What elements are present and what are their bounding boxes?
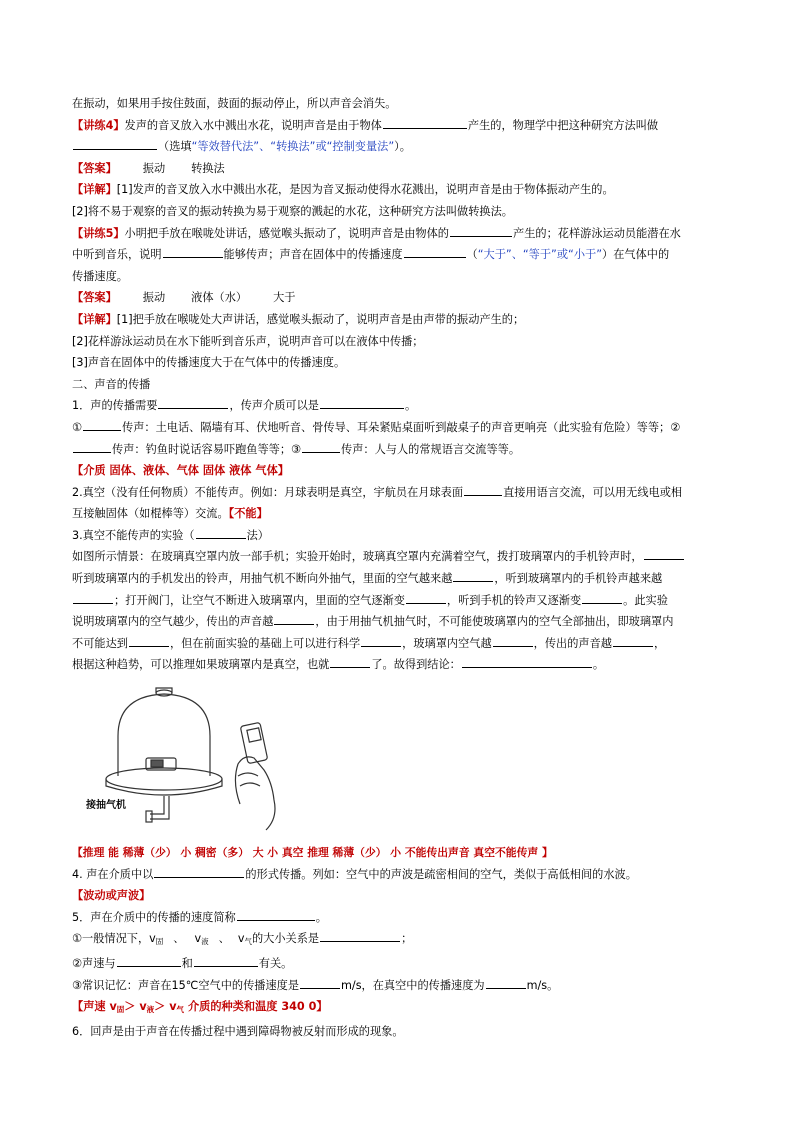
answer-line: 【声速 $v_固> v_液> v_气$ 介质的种类和温度 340 0】	[72, 1000, 328, 1015]
answer-blank[interactable]	[83, 418, 121, 431]
answer-blank[interactable]	[361, 634, 401, 647]
document-page: 在振动，如果用手按住鼓面，鼓面的振动停止，所以声音会消失。 【讲练4】发声的音叉放入水中溅出水花，说明声音是由于物体 产生的，物理学中把这种研究方法叫做 （选填“等效替代法”、“转换法”或“控制变量法”）。 【答案】 振动 转换法 【详解】[1]发声的音叉放入水中溅出水花，是因为音叉振动使得水花溅出，说明声音是由于物体振动产生的。 [2]将不易于观察的音叉的振动转换为易于观察的溅起的水花，这种研究方法叫做转换法。 【讲练5】小明把手放在喉咙处讲话，感觉喉头振动了，说明声音是由物体的 产生的；花样游泳运动员能潜在水 中听到音乐，说明 能够传声；声音在固体中的传播速度 （“大于”、“等于”或“小于”）在气体中的 传播速度。 【答案】 振动 液体（水） 大于 【详解】[1]把手放在喉咙处大声讲话，感觉喉头振动了，说明声音是由声带的振动产生的； [2]花样游泳运动员在水下能听到音乐声，说明声音可以在液体中传播； [3]声音在固体中的传播速度大于在气体中的传播速度。 二、声音的传播 1．声的传播需要 ，传声介质可以是 。 ① 传声：土电话、隔墙有耳、伏地听音、骨传导、耳朵紧贴桌面听到敲桌子的声音更响亮（此实验有危险）等等；② 传声：钓鱼时说话容易吓跑鱼等等；③ 传声：人与人的常规语言交流等等。 【介质 固体、液体、气体 固体 液体 气体】 2.真空（没有任何物质）不能传声。例如：月球表明是真空，宇航员在月球表面 直接用语言交流，可以用无线电或相 互接触固体（如棍棒等）交流。【不能】 3.真空不能传声的实验（ 法） 如图所示情景：在玻璃真空罩内放一部手机；实验开始时，玻璃真空罩内充满着空气，拨打玻璃罩内的手机铃声时， 听到玻璃罩内的手机发出的铃声，用抽气机不断向外抽气，里面的空气越来越 ，听到玻璃罩内的手机铃声越来越 ；打开阀门，让空气不断进入玻璃罩内，里面的空气逐渐变 ，听到手机的铃声又逐渐变 。此实验 说明玻璃罩内的空气越少，传出的声音越 ，由于用抽气机抽气时，不可能使玻璃罩内的空气全部抽出，即玻璃罩内 不可能达到 ，但在前面实验的基础上可以进行科学 ，玻璃罩内空气越 ，传出的声音越 ， 根据这种趋势，可以推理如果玻璃罩内是真空，也就 了。故得到结论： 。 接抽气机 【推理 能 稀薄（少） 小 稠密（多） 大 小 真空 推理 稀薄（少） 小 不能传出声音 真空不能传声 】 4. 声在介质中以 的形式传播。列如：空气中的声波是疏密相间的空气，类似于高低相间的水波。 【波动或声波】 5．声在介质中的传播的速度简称 。 ①一般情况下，$v_固$ 、 $v_液$ 、 $v_气$的大小关系是 ； ②声速与 和 有关。 ③常识记忆：声音在15℃空气中的传播速度是 m/s，在真空中的传播速度为 m/s。 【声速 $v_固> v_液> v_气$ 介质的种类和温度 340 0】 6．回声是由于声音在传播过程中遇到障碍物被反射而形成的现象。	[72, 93, 726, 1042]
exercise-tag: 【讲练4】	[72, 118, 125, 132]
answer-blank[interactable]	[274, 612, 314, 625]
text-line: 在振动，如果用手按住鼓面，鼓面的振动停止，所以声音会消失。	[72, 97, 397, 110]
bell-jar-illustration	[72, 684, 317, 836]
answer-line: 【介质 固体、液体、气体 固体 液体 气体】	[72, 464, 289, 478]
answer-blank[interactable]	[464, 483, 502, 496]
answer-blank[interactable]	[453, 569, 493, 582]
detail-line: 【详解】[1]发声的音叉放入水中溅出水花，是因为音叉振动使得水花溅出，说明声音是由于物体振动产生的。	[72, 183, 614, 197]
answer-blank[interactable]	[330, 655, 370, 668]
answer-blank[interactable]	[486, 976, 526, 989]
answer-blank[interactable]	[73, 137, 157, 150]
answer-blank[interactable]	[117, 954, 181, 967]
answer-line: 【推理 能 稀薄（少） 小 稠密（多） 大 小 真空 推理 稀薄（少） 小 不能传出声音 真空不能传声 】	[72, 846, 553, 860]
detail-line: 【详解】[1]把手放在喉咙处大声讲话，感觉喉头振动了，说明声音是由声带的振动产生的；	[72, 312, 525, 326]
exercise-5-question: 【讲练5】小明把手放在喉咙处讲话，感觉喉头振动了，说明声音是由物体的 产生的；花样游泳运动员能潜在水	[72, 223, 726, 245]
answer-blank[interactable]	[406, 591, 446, 604]
answer-blank[interactable]	[302, 440, 340, 453]
bell-jar-figure	[72, 684, 317, 836]
answer-blank[interactable]	[154, 865, 244, 878]
answer-blank[interactable]	[613, 634, 653, 647]
answer-blank[interactable]	[320, 929, 400, 942]
answer-blank[interactable]	[493, 634, 533, 647]
answer-line: 【答案】 振动 液体（水） 大于	[72, 291, 296, 305]
section-title: 二、声音的传播	[72, 377, 151, 391]
answer-blank[interactable]	[582, 591, 622, 604]
answer-blank[interactable]	[196, 526, 246, 539]
answer-blank[interactable]	[320, 396, 404, 409]
answer-line: 【答案】 振动 转换法	[72, 161, 225, 175]
pump-label: 接抽气机	[86, 800, 126, 812]
answer-blank[interactable]	[163, 245, 223, 258]
exercise-4-question: 【讲练4】发声的音叉放入水中溅出水花，说明声音是由于物体 产生的，物理学中把这种研究方法叫做	[72, 115, 726, 137]
answer-blank[interactable]	[383, 116, 467, 129]
answer-blank[interactable]	[129, 634, 169, 647]
answer-blank[interactable]	[404, 245, 466, 258]
answer-blank[interactable]	[450, 224, 512, 237]
answer-blank[interactable]	[158, 396, 228, 409]
answer-blank[interactable]	[194, 954, 258, 967]
answer-blank[interactable]	[300, 976, 340, 989]
answer-blank[interactable]	[462, 655, 592, 668]
answer-blank[interactable]	[73, 440, 111, 453]
answer-line: 【波动或声波】	[72, 889, 151, 903]
answer-blank[interactable]	[237, 908, 315, 921]
answer-blank[interactable]	[644, 547, 684, 560]
answer-blank[interactable]	[73, 591, 113, 604]
